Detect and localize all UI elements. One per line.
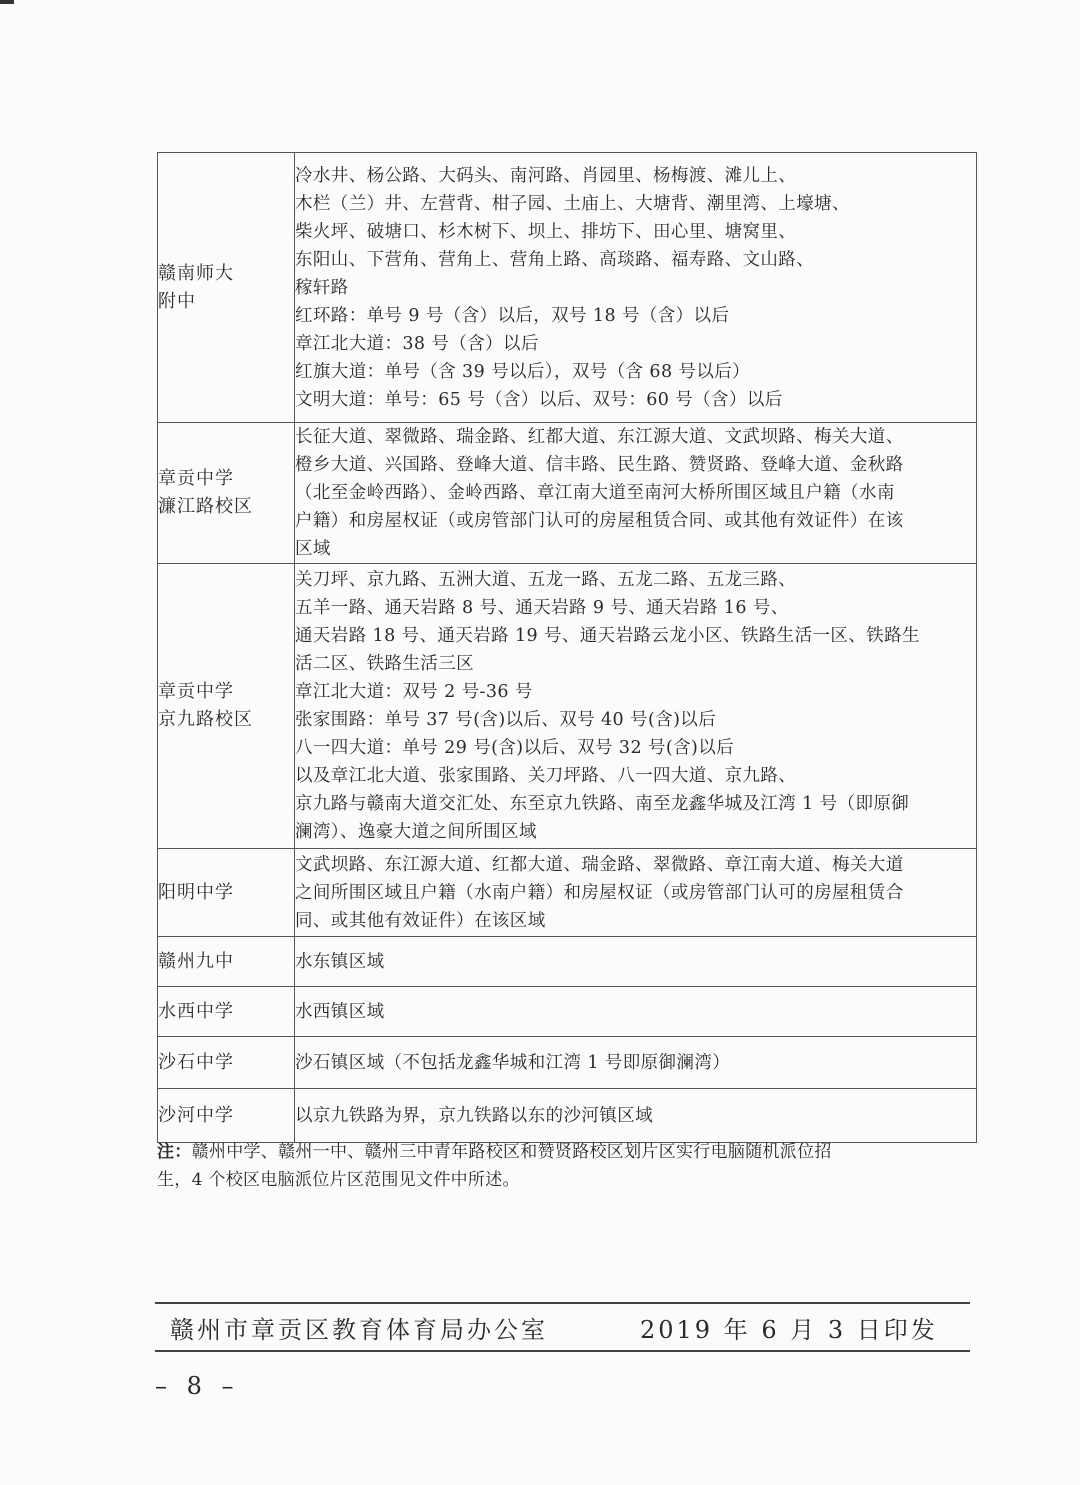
note-text: 赣州中学、赣州一中、赣州三中青年路校区和赞贤路校区划片区实行电脑随机派位招 bbox=[191, 1142, 832, 1162]
area-line: 木栏（兰）井、左营背、柑子园、土庙上、大塘背、潮里湾、上壕塘、 bbox=[295, 193, 850, 214]
area-line: 橙乡大道、兴国路、登峰大道、信丰路、民生路、赞贤路、登峰大道、金秋路 bbox=[295, 455, 904, 475]
area-line: 水东镇区域 bbox=[295, 951, 385, 972]
area-line: 张家围路：单号 37 号(含)以后、双号 40 号(含)以后 bbox=[295, 710, 717, 730]
school-name-cell bbox=[158, 153, 295, 423]
school-name-line: 沙河中学 bbox=[158, 1104, 234, 1126]
area-line: 关刀坪、京九路、五洲大道、五龙一路、五龙二路、五龙三路、 bbox=[295, 570, 797, 590]
area-line: 章江北大道：38 号（含）以后 bbox=[295, 333, 539, 354]
area-line: 同、或其他有效证件）在该区域 bbox=[295, 910, 546, 931]
issuing-office: 赣州市章贡区教育体育局办公室 bbox=[170, 1316, 548, 1344]
footer-top-rule bbox=[155, 1302, 970, 1304]
school-name-cell bbox=[158, 937, 295, 987]
area-line: 章江北大道：双号 2 号-36 号 bbox=[295, 682, 533, 702]
area-line: 八一四大道：单号 29 号(含)以后、双号 32 号(含)以后 bbox=[295, 738, 734, 758]
area-line: 户籍）和房屋权证（或房管部门认可的房屋租赁合同、或其他有效证件）在该 bbox=[295, 511, 904, 531]
page-number: – 8 – bbox=[155, 1372, 240, 1400]
school-name-line: 附中 bbox=[158, 290, 196, 312]
school-name-cell bbox=[158, 1037, 295, 1089]
district-area-cell bbox=[295, 564, 977, 849]
area-line: 稼轩路 bbox=[295, 277, 349, 298]
area-line: 水西镇区域 bbox=[295, 1001, 385, 1022]
area-line: 长征大道、翠微路、瑞金路、红都大道、东江源大道、文武坝路、梅关大道、 bbox=[295, 427, 904, 447]
area-line: 文明大道：单号：65 号（含）以后、双号：60 号（含）以后 bbox=[295, 389, 783, 410]
school-name-line: 濂江路校区 bbox=[158, 496, 253, 517]
issuing-footer bbox=[170, 1310, 960, 1345]
table-row bbox=[158, 987, 977, 1037]
note-line-1 bbox=[157, 1138, 957, 1166]
area-line: 以及章江北大道、张家围路、关刀坪路、八一四大道、京九路、 bbox=[295, 766, 797, 786]
school-name-cell bbox=[158, 849, 295, 937]
school-name-line: 章贡中学 bbox=[158, 468, 234, 489]
area-line: 柴火坪、破塘口、杉木树下、坝上、排坊下、田心里、塘窝里、 bbox=[295, 221, 797, 242]
district-area-cell bbox=[295, 1089, 977, 1143]
area-line: （北至金岭西路）、金岭西路、章江南大道至南河大桥所围区域且户籍（水南 bbox=[295, 483, 895, 503]
table-row bbox=[158, 564, 977, 849]
school-name-line: 京九路校区 bbox=[158, 709, 253, 730]
school-name-line: 赣南师大 bbox=[158, 262, 234, 284]
footer-bottom-rule bbox=[155, 1350, 970, 1352]
school-name-cell bbox=[158, 423, 295, 564]
district-area-cell bbox=[295, 987, 977, 1037]
area-line: 之间所围区域且户籍（水南户籍）和房屋权证（或房管部门认可的房屋租赁合 bbox=[295, 882, 904, 903]
issue-date: 2019 年 6 月 3 日印发 bbox=[640, 1316, 938, 1344]
table-row bbox=[158, 423, 977, 564]
area-line: 红环路：单号 9 号（含）以后，双号 18 号（含）以后 bbox=[295, 305, 730, 326]
school-district-table bbox=[157, 152, 977, 1143]
area-line: 京九路与赣南大道交汇处、东至京九铁路、南至龙鑫华城及江湾 1 号（即原御 bbox=[295, 794, 910, 814]
school-name-line: 赣州九中 bbox=[158, 950, 234, 972]
school-name-line: 章贡中学 bbox=[158, 681, 234, 702]
school-name-line: 沙石中学 bbox=[158, 1051, 234, 1073]
table-note bbox=[157, 1138, 957, 1194]
district-area-cell bbox=[295, 849, 977, 937]
table-row bbox=[158, 849, 977, 937]
district-area-cell bbox=[295, 153, 977, 423]
area-line: 以京九铁路为界，京九铁路以东的沙河镇区域 bbox=[295, 1105, 653, 1126]
scan-corner-mark bbox=[0, 0, 14, 4]
area-line: 沙石镇区域（不包括龙鑫华城和江湾 1 号即原御澜湾） bbox=[295, 1052, 731, 1073]
area-line: 五羊一路、通天岩路 8 号、通天岩路 9 号、通天岩路 16 号、 bbox=[295, 598, 789, 618]
table-row bbox=[158, 153, 977, 423]
school-name-cell bbox=[158, 1089, 295, 1143]
note-label: 注： bbox=[157, 1142, 192, 1162]
school-name-line: 水西中学 bbox=[158, 1000, 234, 1022]
table-row bbox=[158, 1037, 977, 1089]
area-line: 冷水井、杨公路、大码头、南河路、肖园里、杨梅渡、滩儿上、 bbox=[295, 165, 797, 186]
area-line: 通天岩路 18 号、通天岩路 19 号、通天岩路云龙小区、铁路生活一区、铁路生 bbox=[295, 626, 920, 646]
school-name-cell bbox=[158, 564, 295, 849]
note-line-2: 生，4 个校区电脑派位片区范围见文件中所述。 bbox=[157, 1170, 520, 1190]
table-row bbox=[158, 1089, 977, 1143]
area-line: 区域 bbox=[295, 539, 331, 559]
area-line: 文武坝路、东江源大道、红都大道、瑞金路、翠微路、章江南大道、梅关大道 bbox=[295, 854, 904, 875]
area-line: 东阳山、下营角、营角上、营角上路、高琰路、福寿路、文山路、 bbox=[295, 249, 815, 270]
district-area-cell bbox=[295, 937, 977, 987]
area-line: 澜湾）、逸豪大道之间所围区域 bbox=[295, 822, 537, 842]
area-line: 活二区、铁路生活三区 bbox=[295, 654, 474, 674]
area-line: 红旗大道：单号（含 39 号以后），双号（含 68 号以后） bbox=[295, 361, 751, 382]
school-name-line: 阳明中学 bbox=[158, 881, 234, 903]
district-area-cell bbox=[295, 423, 977, 564]
table-row bbox=[158, 937, 977, 987]
district-area-cell bbox=[295, 1037, 977, 1089]
school-name-cell bbox=[158, 987, 295, 1037]
